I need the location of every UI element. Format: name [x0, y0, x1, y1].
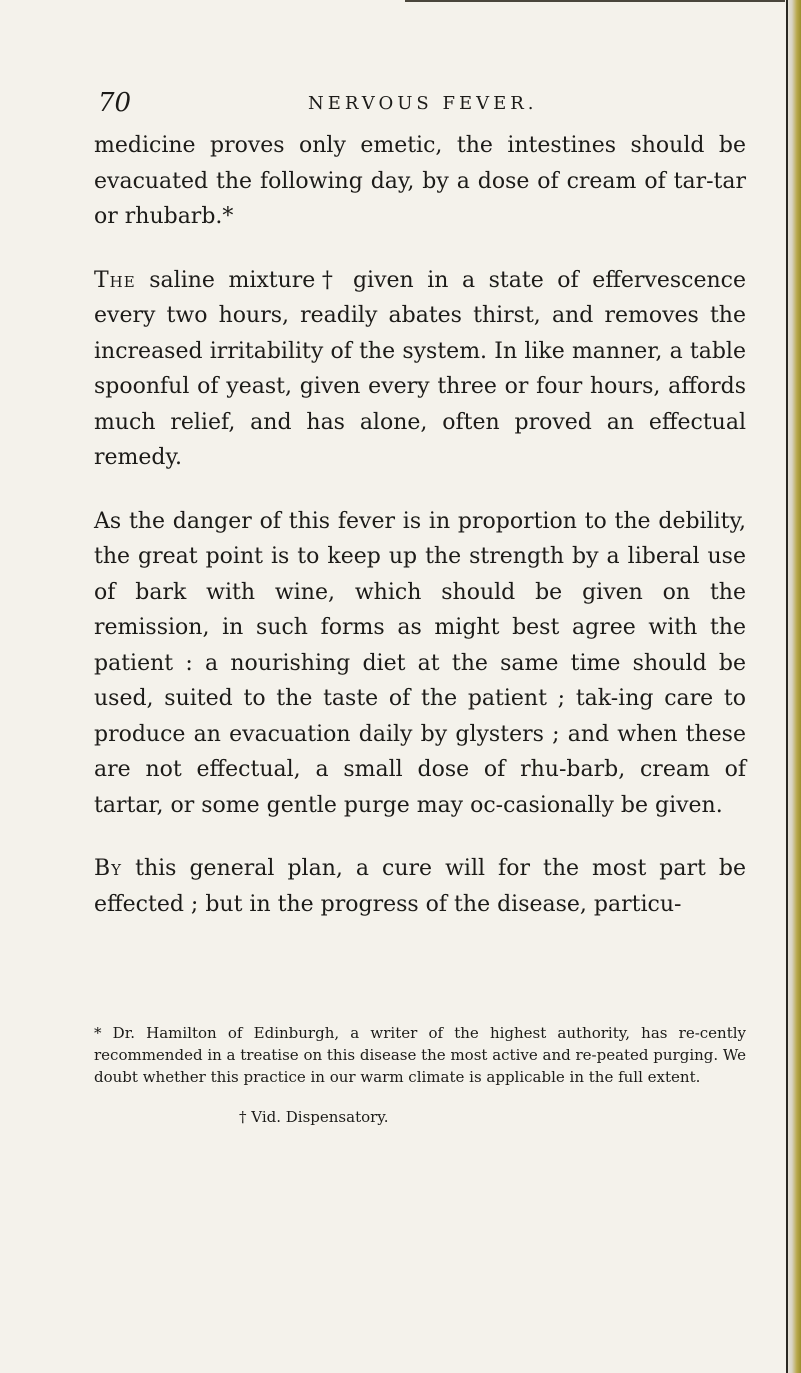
paragraph-2-text: saline mixture† given in a state of effervescence every two hours, readily abates thirst, and removes the increased irritability of the system. In like manner, a table spoonful of yeast, given every three or four hours, affords much relief, and has alone, often proved an effectual remedy.	[94, 267, 746, 470]
paragraph-1-text: medicine proves only emetic, the intestines should be evacuated the following day, by a dose of cream of tar-tar or rhubarb.*	[94, 133, 746, 229]
paragraph-4-text: this general plan, a cure will for the most part be effected ; but in the progress of the disease, particu-	[94, 856, 746, 917]
footnote-2: † Vid. Dispensatory.	[239, 1108, 389, 1126]
paragraph-2	[94, 263, 746, 476]
top-rule	[405, 0, 785, 2]
footnotes	[94, 1022, 746, 1128]
paragraph-3-text: As the danger of this fever is in proportion to the debility, the great point is to keep up the strength by a liberal use of bark with wine, which should be given on the remission, in such forms as might best agree with the patient : a nourishing diet at the same time should be used, suited to the taste of the patient ; tak-ing care to produce an evacuation daily by glysters ; and when these are not effectual, a small dose of rhu-barb, cream of tartar, or some gentle purge may oc-casionally be given.	[94, 508, 746, 818]
paragraph-4-lead: By	[94, 856, 123, 881]
paragraph-4	[94, 851, 746, 922]
page-edge-line	[786, 0, 788, 1373]
paragraph-3	[94, 504, 746, 824]
running-title: NERVOUS FEVER.	[308, 93, 538, 114]
body-text	[94, 128, 746, 922]
page-header	[98, 88, 758, 128]
page-edge	[787, 0, 801, 1373]
footnote-1: * Dr. Hamilton of Edinburgh, a writer of the highest authority, has re-cently recommended in a treatise on this disease the most active and re-peated purging. We doubt whether this practice in our warm climate is applicable in the full extent.	[94, 1024, 746, 1086]
page-number: 70	[98, 88, 132, 118]
paragraph-1	[94, 128, 746, 235]
paragraph-2-lead: The	[94, 267, 136, 293]
